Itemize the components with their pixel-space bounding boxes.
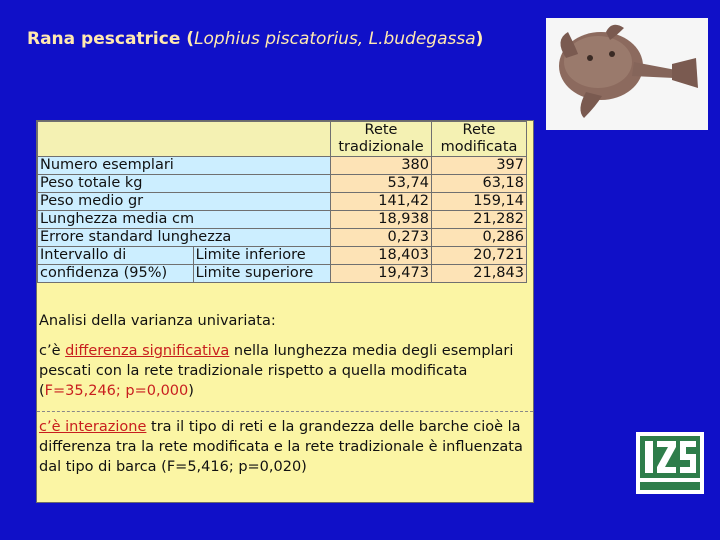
paragraph-significance (39, 341, 531, 401)
header-rete-modificata: Rete modificata (432, 122, 527, 157)
slide-title (27, 29, 483, 49)
ci-label-line1: Intervallo di (38, 247, 194, 265)
ci-lower-tradizionale: 18,403 (331, 247, 432, 265)
dashed-divider (37, 411, 533, 412)
value-modificata: 159,14 (432, 193, 527, 211)
paragraph-interaction (39, 417, 531, 477)
para1-end: ) (188, 383, 194, 399)
row-label: Lunghezza media cm (38, 211, 331, 229)
izs-logo (636, 432, 704, 494)
para2-highlight: c’è interazione (39, 419, 147, 435)
value-modificata: 0,286 (432, 229, 527, 247)
catch-data-table (37, 121, 527, 283)
value-tradizionale: 380 (331, 157, 432, 175)
ci-upper-modificata: 21,843 (432, 265, 527, 283)
title-close: ) (475, 29, 484, 49)
anglerfish-icon (546, 18, 708, 130)
para1-highlight: differenza significativa (65, 343, 230, 359)
value-tradizionale: 53,74 (331, 175, 432, 193)
para1-mid: nella lunghezza media degli esemplari pescati con la rete tradizionale rispetto a quella modificata ( (39, 343, 514, 399)
ci-lower-label: Limite inferiore (193, 247, 330, 265)
izs-logo-icon (636, 432, 704, 494)
table-row (38, 193, 527, 211)
para1-pre: c’è (39, 343, 66, 359)
ci-label-line2: confidenza (95%) (38, 265, 194, 283)
table-row (38, 175, 527, 193)
value-modificata: 21,282 (432, 211, 527, 229)
ci-upper-tradizionale: 19,473 (331, 265, 432, 283)
table-row (38, 247, 527, 265)
value-tradizionale: 18,938 (331, 211, 432, 229)
ci-upper-label: Limite superiore (193, 265, 330, 283)
row-label: Peso totale kg (38, 175, 331, 193)
row-label: Numero esemplari (38, 157, 331, 175)
para2-rest: tra il tipo di reti e la grandezza delle barche cioè la differenza tra la rete modificata e la rete tradizionale è influenzata dal tipo di barca (F=5,416; p=0,020) (39, 419, 523, 475)
title-main: Rana pescatrice ( (27, 29, 195, 49)
header-rete-tradizionale: Rete tradizionale (331, 122, 432, 157)
title-latin: Lophius piscatorius, L.budegassa (194, 29, 476, 49)
content-panel (36, 120, 534, 503)
ci-lower-modificata: 20,721 (432, 247, 527, 265)
table-row (38, 211, 527, 229)
row-label: Peso medio gr (38, 193, 331, 211)
anglerfish-photo (546, 18, 708, 130)
value-modificata: 397 (432, 157, 527, 175)
table-header-row (38, 122, 527, 157)
value-tradizionale: 141,42 (331, 193, 432, 211)
para1-stats: F=35,246; p=0,000 (44, 383, 189, 399)
row-label: Errore standard lunghezza (38, 229, 331, 247)
table-corner (38, 122, 331, 157)
value-modificata: 63,18 (432, 175, 527, 193)
table-row (38, 157, 527, 175)
value-tradizionale: 0,273 (331, 229, 432, 247)
anova-title: Analisi della varianza univariata: (39, 313, 276, 329)
table-row (38, 229, 527, 247)
table-row (38, 265, 527, 283)
